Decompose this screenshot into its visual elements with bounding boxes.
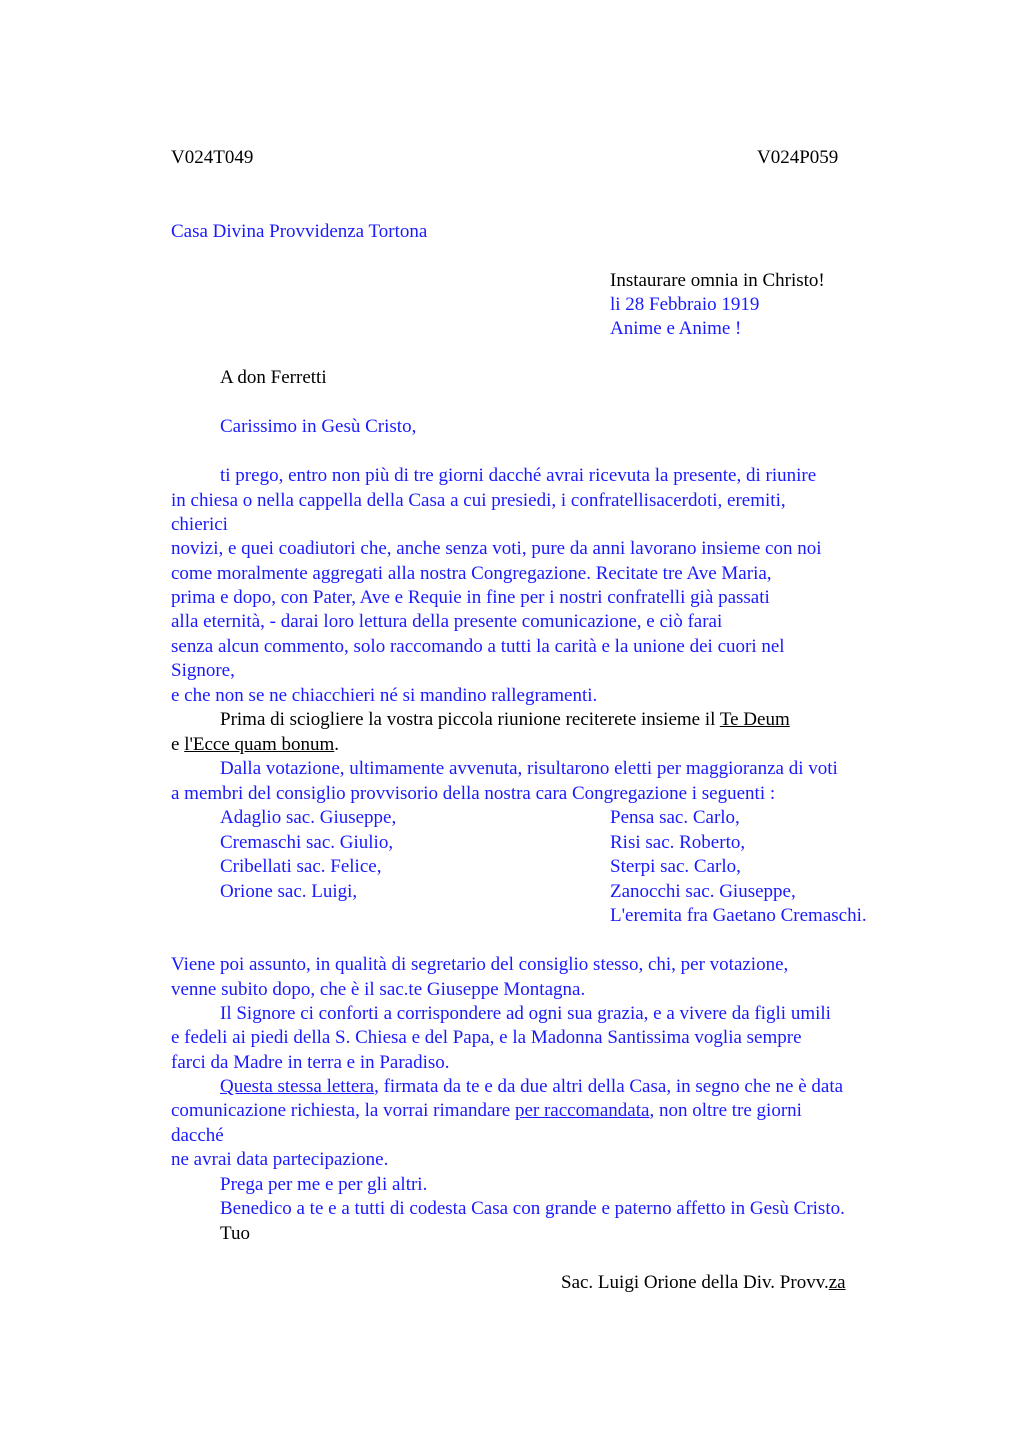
signature [561,1271,846,1295]
body-line: novizi, e quei coadiutori che, anche senza voti, pure da anni lavorano insieme con noi [171,538,822,559]
body-line: venne subito dopo, che è il sac.te Giuseppe Montagna. [171,979,586,1000]
body-line: alla eternità, - darai loro lettura della presente comunicazione, e ciò farai [171,611,723,632]
council-member: Orione sac. Luigi, [220,881,358,902]
body-line: chierici [171,514,228,535]
body-line: a membri del consiglio provvisorio della nostra cara Congregazione i seguenti : [171,783,776,804]
council-member: Cremaschi sac. Giulio, [220,832,394,853]
body-text: . [334,734,340,755]
letter-date: li 28 Febbraio 1919 [610,294,760,315]
council-member: Cribellati sac. Felice, [220,856,382,877]
motto: Instaurare omnia in Christo! [610,270,825,291]
salutation: Carissimo in Gesù Cristo, [220,416,417,437]
body-line: Benedico a te e a tutti di codesta Casa con grande e paterno affetto in Gesù Cristo. [220,1198,845,1219]
body-line: e fedeli ai piedi della S. Chiesa e del Papa, e la Madonna Santissima voglia sempre [171,1027,802,1048]
council-member: Pensa sac. Carlo, [610,807,740,828]
signature-text: Sac. Luigi Orione della Div. Provv. [561,1272,829,1293]
body-line: Signore, [171,660,235,681]
motto-anime: Anime e Anime ! [610,318,742,339]
closing: Tuo [220,1223,250,1244]
body-line: senza alcun commento, solo raccomando a tutti la carità e la unione dei cuori nel [171,636,785,657]
te-deum-underlined: Te Deum [719,709,790,730]
institution-name: Casa Divina Provvidenza Tortona [171,221,428,242]
body-line: come moralmente aggregati alla nostra Congregazione. Recitate tre Ave Maria, [171,563,772,584]
body-line: ne avrai data partecipazione. [171,1149,389,1170]
body-line: ti prego, entro non più di tre giorni dacché avrai ricevuta la presente, di riunire [220,465,817,486]
body-line: farci da Madre in terra e in Paradiso. [171,1052,450,1073]
body-line: in chiesa o nella cappella della Casa a cui presiedi, i confratellisacerdoti, eremiti, [171,490,786,511]
body-line: Dalla votazione, ultimamente avvenuta, risultarono eletti per maggioranza di voti [220,758,838,779]
body-line: Il Signore ci conforti a corrispondere ad ogni sua grazia, e a vivere da figli umili [220,1003,831,1024]
body-text: , firmata da te e da due altri della Casa, in segno che ne è data [374,1076,844,1097]
body-line: dacché [171,1125,224,1146]
document-code-left: V024T049 [171,147,254,168]
council-member: Zanocchi sac. Giuseppe, [610,881,796,902]
council-member: Risi sac. Roberto, [610,832,746,853]
recipient: A don Ferretti [220,367,327,388]
signature-suffix: za [828,1272,846,1293]
council-member: L'eremita fra Gaetano Cremaschi. [610,905,867,926]
council-member: Adaglio sac. Giuseppe, [220,807,397,828]
body-line [171,733,339,757]
body-line: Viene poi assunto, in qualità di segretario del consiglio stesso, chi, per votazione, [171,954,789,975]
body-text: comunicazione richiesta, la vorrai rimandare [171,1100,515,1121]
body-line [220,708,790,732]
body-line [220,1075,843,1099]
document-code-right: V024P059 [757,147,839,168]
body-line [171,1099,802,1123]
body-line: e che non se ne chiacchieri né si mandino rallegramenti. [171,685,598,706]
body-line: Prega per me e per gli altri. [220,1174,428,1195]
council-member: Sterpi sac. Carlo, [610,856,741,877]
per-raccomandata-underlined: per raccomandata [514,1100,650,1121]
body-text: , non oltre tre giorni [649,1100,802,1121]
questa-stessa-lettera-underlined: Questa stessa lettera [220,1076,375,1097]
body-text: e [171,734,180,755]
ecce-quam-bonum-underlined: l'Ecce quam bonum [184,734,335,755]
body-line: prima e dopo, con Pater, Ave e Requie in fine per i nostri confratelli già passati [171,587,770,608]
body-text: Prima di sciogliere la vostra piccola riunione reciterete insieme il [220,709,716,730]
